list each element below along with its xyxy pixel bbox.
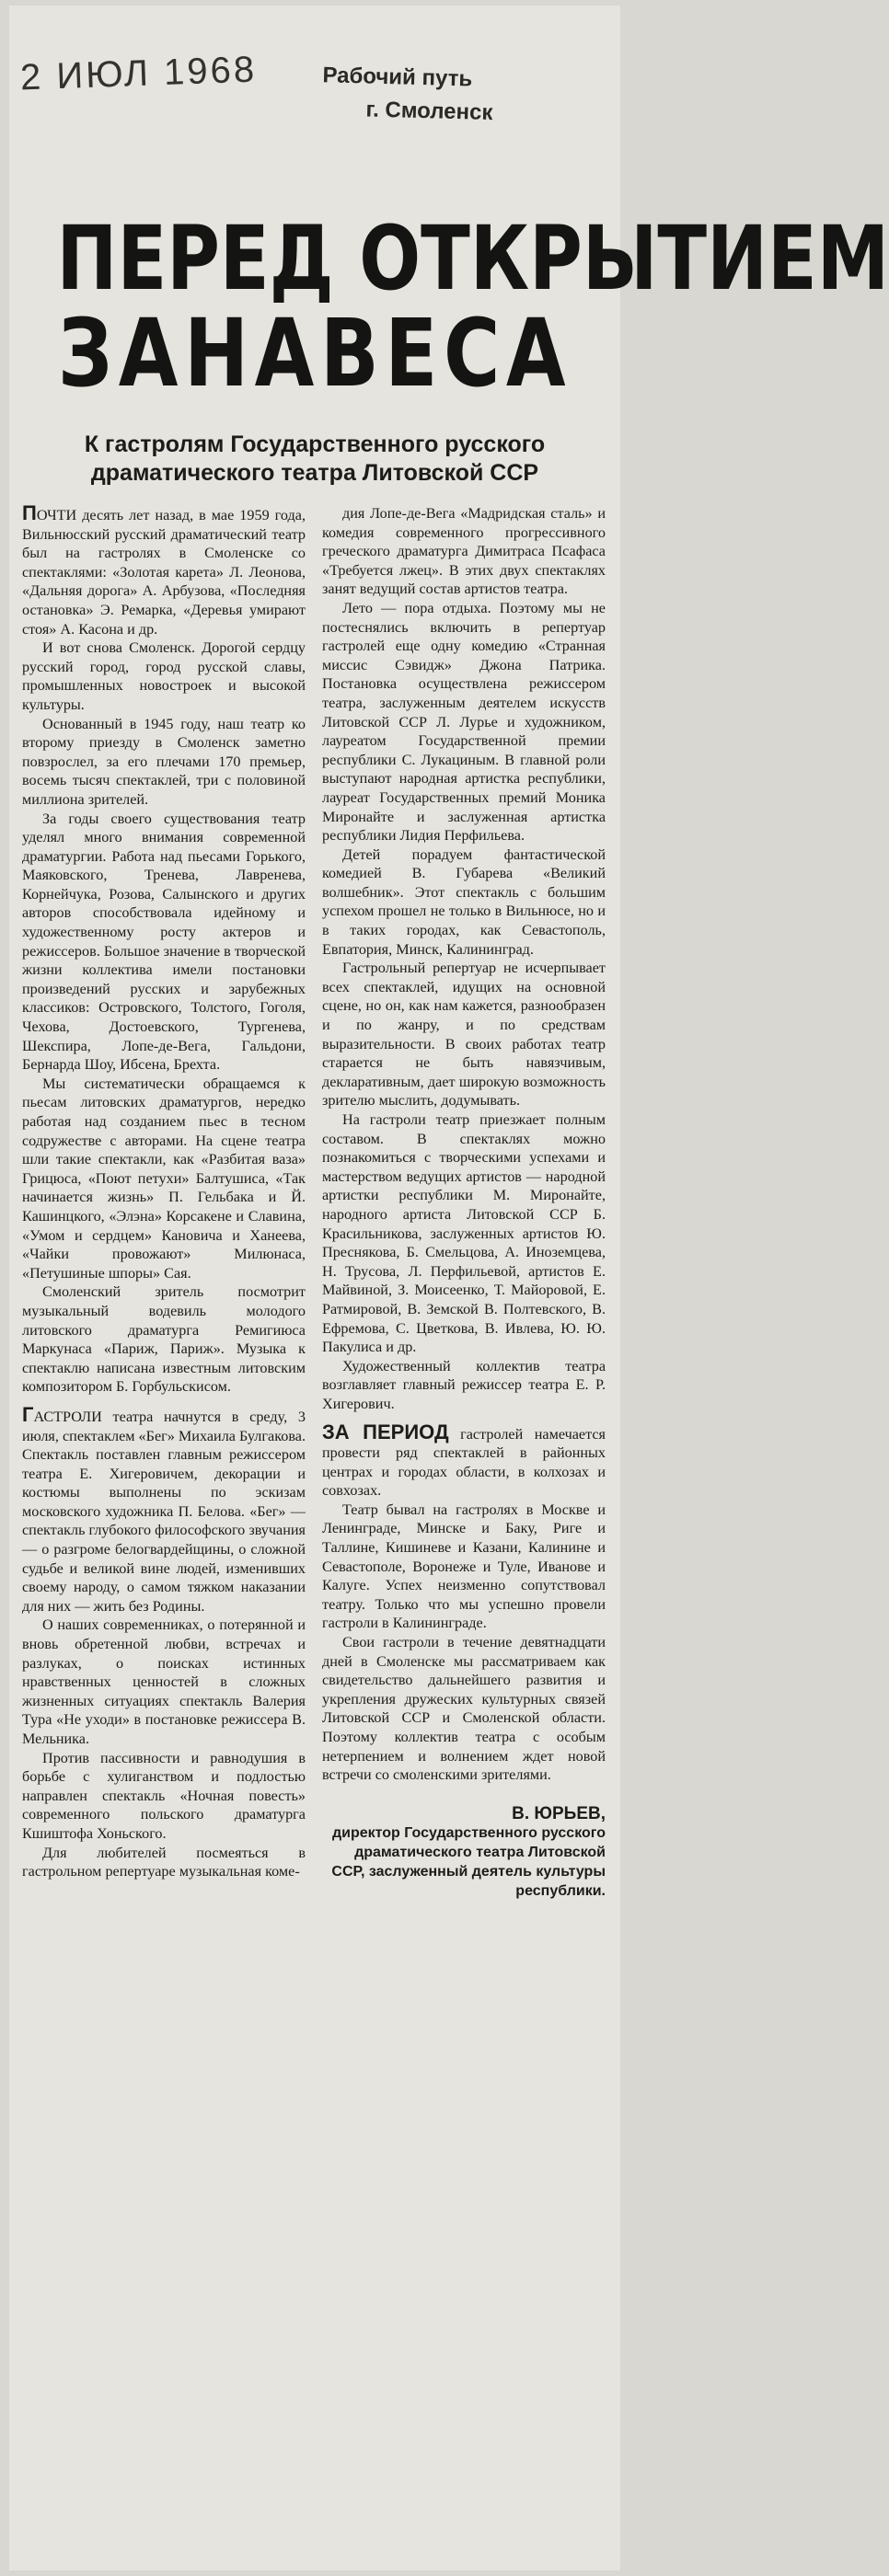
article-paragraph xyxy=(22,638,306,714)
paragraph-text: Основанный в 1945 году, наш театр ко второму приезду в Смоленск заметно повзрослел, за его плечами 170 премьер, восемь тысяч спектаклей, три с половиной миллиона зрителей. xyxy=(22,715,306,808)
article-paragraph xyxy=(22,715,306,810)
article-paragraph xyxy=(22,501,306,638)
paragraph-text: Против пассивности и равнодушия в борьбе с хулиганством и подлостью направлен спектакль «Ночная повесть» современного польского драматурга Кшиштофа Хоньского. xyxy=(22,1749,306,1842)
headline-line-2: ЗАНАВЕСА xyxy=(57,299,572,408)
article-paragraph xyxy=(22,1402,306,1616)
paragraph-text: За годы своего существования театр уделял много внимания современной драматургии. Работа над пьесами Горького, Маяковского, Тренева, Лавренева, Корнейчука, Розова, Салынского и других авторов способствовала идейному и художественному росту актеров и режиссеров. Большое значение в творческой жизни коллектива имели постановки произведений русских и зарубежных классиков: Островского, Толстого, Гоголя, Чехова, Достоевского, Тургенева, Шекспира, Лопе-де-Вега, Гальдони, Бернарда Шоу, Ибсена, Брехта. xyxy=(22,810,306,1074)
author-role: директор Государственного русского драматического театра Литовской ССР, заслуженный деятель культуры республики. xyxy=(331,1825,606,1900)
article-paragraph xyxy=(22,1616,306,1748)
paragraph-text: ОЧТИ десять лет назад, в мае 1959 года, Вильнюсский русский драматический театр был на гастролях в Смоленске со спектаклями: «Золотая карета» Л. Леонова, «Дальняя дорога» А. Арбузова, «Последняя остановка» Э. Ремарка, «Деревья умирают стоя» А. Касона и др. xyxy=(22,507,306,638)
paragraph-lead-cap: Г xyxy=(22,1402,34,1426)
newspaper-city: г. Смоленск xyxy=(365,97,493,126)
author-name: В. ЮРЬЕВ, xyxy=(512,1803,606,1823)
article-paragraph xyxy=(322,1357,606,1414)
article-paragraph xyxy=(22,810,306,1075)
paragraph-lead-cap: ЗА ПЕРИОД xyxy=(322,1420,449,1443)
paragraph-text: И вот снова Смоленск. Дорогой сердцу русский город, город русской славы, промышленных новостроек и высокой культуры. xyxy=(22,639,306,713)
article-column-left xyxy=(22,501,306,2556)
paragraph-text: Детей порадуем фантастической комедией В. Губарева «Великий волшебник». Этот спектакль с большим успехом прошел не только в Вильнюсе, но и в таких городах, как Севастополь, Евпатория, Минск, Калининград. xyxy=(322,845,606,958)
paragraph-text: Лето — пора отдыха. Поэтому мы не постеснялись включить в репертуар гастролей еще одну комедию «Странная миссис Сэвидж» Джона Патрика. Постановка осуществлена режиссером театра, заслуженным деятелем искусств Литовской ССР Л. Лурье и художником, лауреатом Государственной премии республики С. Лукациным. В главной роли выступают народная артистка республики, лауреат Государственных премий Моника Миронайте и заслуженная артистка республики Лидия Перфильева. xyxy=(322,599,606,845)
paragraph-text: Свои гастроли в течение девятнадцати дней в Смоленске мы рассматриваем как свидетельство дальнейшего развития и укрепления дружеских культурных связей Литовской ССР и Смоленской области. Поэтому коллектив театра с особым нетерпением и волнением ждет новой встречи со смоленскими зрителями. xyxy=(322,1634,606,1784)
article-paragraph xyxy=(322,1501,606,1633)
article-paragraph xyxy=(22,1749,306,1844)
newspaper-stamp xyxy=(321,59,590,132)
paragraph-text: дия Лопе-де-Вега «Мадридская сталь» и комедия современного прогрессивного греческого драматурга Димитраса Псафаса «Требуется лжец». В этих двух спектаклях занят ведущий состав артистов театра. xyxy=(322,505,606,598)
article-paragraph xyxy=(322,599,606,845)
article-paragraph xyxy=(322,1633,606,1785)
paragraph-text: АСТРОЛИ театра начнутся в среду, 3 июля, спектаклем «Бег» Михаила Булгакова. Спектакль поставлен главным режиссером театра Е. Хигеровичем, декорации и костюмы выполнены по эскизам московского художника П. Белова. «Бег» — спектакль глубокого философского звучания — о разгроме белогвардейщины, о сложной судьбе и великой вине людей, изменивших своему народу, о самом тяжком наказании для них — жить без Родины. xyxy=(22,1408,306,1615)
article-paragraph xyxy=(322,1110,606,1357)
paragraph-text: Смоленский зритель посмотрит музыкальный водевиль молодого литовского драматурга Ремигиюса Маркунаса «Париж, Париж». Музыка к спектаклю написана известным литовским композитором Б. Горбульскисом. xyxy=(22,1283,306,1396)
paragraph-text: О наших современниках, о потерянной и вновь обретенной любви, встречах и разлуках, о поисках истинных нравственных ценностей в сложных жизненных ситуациях спектакль Валерия Тура «Не уходи» в постановке режиссера В. Мельника. xyxy=(22,1616,306,1747)
article-paragraph xyxy=(22,1075,306,1283)
newspaper-name: Рабочий путь xyxy=(322,63,473,92)
paragraph-lead-cap: П xyxy=(22,501,37,524)
paragraph-text: Мы систематически обращаемся к пьесам литовских драматургов, нередко работая над созданием пьес в тесном содружестве с авторами. На сцене театра шли такие спектакли, как «Разбитая ваза» Грицюса, «Поют петухи» Балтушиса, «Так начинается жизнь» П. Гельбака и Й. Кашинцкого, «Элэна» Корсакене и Славина, «Умом и сердцем» Кановича и Ханеева, «Чайки провожают» Милюнаса, «Петушиные шпоры» Сая. xyxy=(22,1075,306,1282)
date-stamp: 2 ИЮЛ 1968 xyxy=(19,49,258,98)
headline-line-1: ПЕРЕД ОТКРЫТИЕМ xyxy=(56,207,889,310)
article-paragraph xyxy=(322,1420,606,1501)
article-paragraph xyxy=(322,959,606,1110)
paragraph-text: На гастроли театр приезжает полным составом. В спектаклях можно познакомиться с творческими успехами и мастерством ведущих артистов — народной артистки республики М. Миронайте, народного артиста Литовской ССР Б. Красильникова, заслуженных артистов Ю. Преснякова, Б. Смельцова, А. Иноземцева, Н. Трусова, Л. Перфильевой, артистов Е. Майвиной, З. Моисеенко, Т. Майоровой, Е. Ратмировой, В. Земской В. Полтевского, В. Ефремова, С. Цветкова, В. Ивлева, Ю. Ю. Пакулиса и др. xyxy=(322,1111,606,1356)
article-paragraph xyxy=(322,845,606,960)
article-paragraph xyxy=(22,1282,306,1397)
subheadline: К гастролям Государственного русского драматического театра Литовской ССР xyxy=(84,431,546,486)
paragraph-text: Театр бывал на гастролях в Москве и Ленинграде, Минске и Баку, Риге и Таллине, Кишиневе и Казани, Калинине и Севастополе, Воронеже и Туле, Иванове и Калуге. Успех неизменно сопутствовал театру. Только что мы успешно провели гастроли в Калининграде. xyxy=(322,1501,606,1632)
paragraph-text: гастролей намечается провести ряд спектаклей в районных центрах и городах области, в колхозах и совхозах. xyxy=(322,1425,606,1500)
article-paragraph xyxy=(22,1844,306,1881)
article-paragraph xyxy=(322,504,606,599)
paragraph-text: Для любителей посмеяться в гастрольном репертуаре музыкальная коме- xyxy=(22,1844,306,1880)
article-column-right xyxy=(322,504,606,2556)
paragraph-text: Гастрольный репертуар не исчерпывает всех спектаклей, идущих на основной сцене, но он, как нам кажется, разнообразен и по жанру, и по средствам выразительности. В своих работах театр старается не быть навязчивым, декларативным, дает широкую возможность зрителю мыслить, додумывать. xyxy=(322,960,606,1110)
paragraph-text: Художественный коллектив театра возглавляет главный режиссер театра Е. Р. Хигерович. xyxy=(322,1357,606,1412)
